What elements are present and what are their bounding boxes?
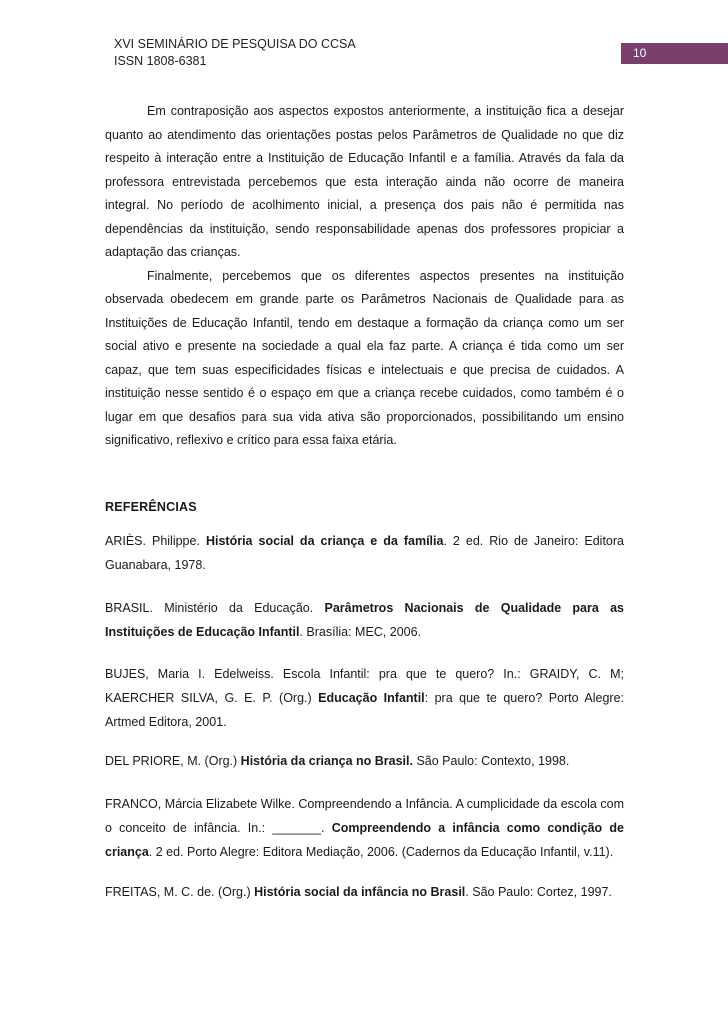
reference-item: DEL PRIORE, M. (Org.) História da criança no Brasil. São Paulo: Contexto, 1998. [105, 754, 570, 768]
reference-item: BRASIL. Ministério da Educação. Parâmetros Nacionais de Qualidade para as Instituições de Educação Infantil. Brasília: MEC, 2006. [105, 601, 624, 639]
reference-title: História social da criança e da família [205, 534, 444, 548]
reference-item: BUJES, Maria I. Edelweiss. Escola Infantil: pra que te quero? In.: GRAIDY, C. M; KAERCHER SILVA, G. E. P. (Org.) Educação Infantil: pra que te quero? Porto Alegre: Artmed Editora, 2001. [105, 667, 624, 729]
body-text [105, 100, 624, 453]
reference-title: História social da infância no Brasil [254, 885, 466, 899]
seminar-title: XVI SEMINÁRIO DE PESQUISA DO CCSA [114, 37, 356, 51]
reference-title: Parâmetros Nacionais de Qualidade para as Instituições de Educação Infantil [105, 601, 624, 639]
paragraph-1: Em contraposição aos aspectos expostos anteriormente, a instituição fica a desejar quanto ao atendimento das orientações postas pelos Parâmetros de Qualidade no que diz respeito à interação entre a Instituição de Educação Infantil e a família. Através da fala da professora entrevistada percebemos que esta interação ainda não ocorre de maneira integral. No período de acolhimento inicial, a presença dos pais não é permitida nas dependências da instituição, sendo responsabilidade apenas dos professores propiciar a adaptação das crianças. [105, 104, 624, 259]
reference-item: ARIÈS. Philippe. História social da criança e da família. 2 ed. Rio de Janeiro: Editora Guanabara, 1978. [105, 534, 625, 572]
page-number-badge: 10 [621, 43, 728, 64]
reference-title: História da criança no Brasil. [240, 754, 413, 768]
issn-label: ISSN 1808-6381 [114, 54, 207, 68]
reference-title: Compreendendo a infância como condição de criança [105, 821, 624, 859]
reference-item: FREITAS, M. C. de. (Org.) História social da infância no Brasil. São Paulo: Cortez, 1997. [105, 885, 612, 899]
reference-item: FRANCO, Márcia Elizabete Wilke. Compreendendo a Infância. A cumplicidade da escola com o conceito de infância. In.: _______. Compreendendo a infância como condição de criança. 2 ed. Porto Alegre: Editora Mediação, 2006. (Cadernos da Educação Infantil, v.11). [105, 797, 624, 859]
document-header [114, 36, 356, 70]
paragraph-2: Finalmente, percebemos que os diferentes aspectos presentes na instituição observada obedecem em grande parte os Parâmetros Nacionais de Qualidade para as Instituições de Educação Infantil, tendo em destaque a formação da criança como um ser social ativo e presente na sociedade a qual ela faz parte. A criança é tida como um ser capaz, que tem suas especificidades físicas e intelectuais e que precisa de cuidados. A instituição nesse sentido é o espaço em que a criança recebe cuidados, como também é o lugar em que desafios para sua vida ativa são proporcionados, possibilitando um ensino significativo, reflexivo e crítico para essa faixa etária. [105, 268, 624, 447]
reference-title: Educação Infantil [318, 691, 425, 705]
references-heading: REFERÊNCIAS [105, 500, 197, 514]
